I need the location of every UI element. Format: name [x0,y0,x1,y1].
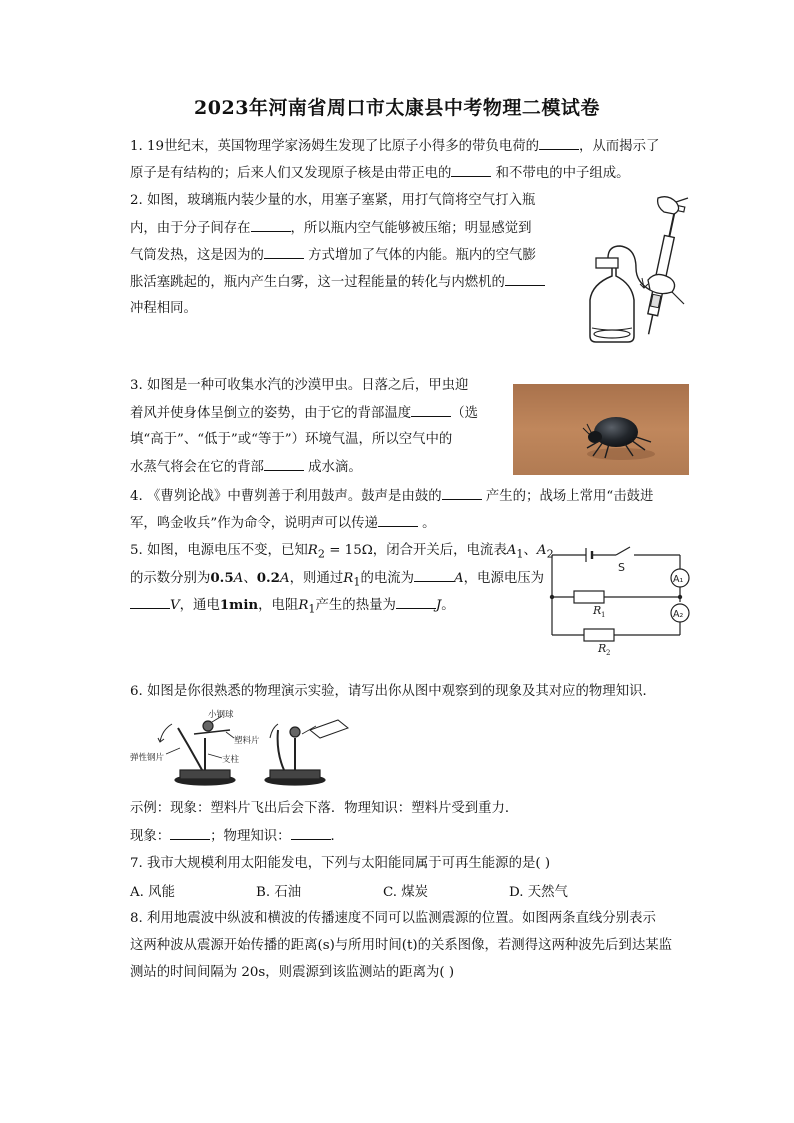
q5-text: 产生的热量为 [315,598,396,613]
q3-line3: 填“高于”、“低于”或“等于”）环境气温，所以空气中的 [130,432,453,447]
q6-line1: 6. 如图是你很熟悉的物理演示实验，请写出你从图中观察到的现象及其对应的物理知识． [130,684,656,699]
unit: A [233,571,244,586]
q5-text: 、 [243,571,257,586]
answer-blank[interactable] [396,595,436,609]
q2-text: 内，由于分子间存在 [130,221,251,236]
q6-answer-line [130,826,344,847]
answer-blank[interactable] [291,826,331,840]
answer-blank[interactable] [442,486,482,500]
r2-label: R [598,642,607,655]
inertia-experiment-figure [130,708,350,790]
resistor-subscript: 2 [317,547,325,561]
q2-text: 胀活塞跳起的，瓶内产生白雾，这一过程能量的转化与内燃机的 [130,275,505,290]
q5-text: 。 [441,598,455,613]
q4-text: 4. 《曹刿论战》中曹刿善于利用鼓声。鼓声是由鼓的 [130,489,442,504]
q3-line4 [130,457,362,478]
q1-text: 和不带电的中子组成。 [491,166,630,181]
q4-text: 。 [417,516,436,531]
resistor-subscript: 1 [308,602,316,616]
current-value: 0.5 [210,570,234,586]
resistor-symbol: R [307,543,318,558]
unit: V [170,598,180,613]
label-steel-ball: 小钢球 [208,710,234,720]
page-title: 2023年河南省周口市太康县中考物理二模试卷 [194,97,600,119]
q8-line2: 这两种波从震源开始传播的距离(s)与所用时间(t)的关系图像，若测得这两种波先后到达某监 [130,938,672,953]
q1-text: 1. 19世纪末，英国物理学家汤姆生发现了比原子小得多的带负电荷的 [130,139,540,154]
label-post: 支柱 [222,755,240,765]
time-value: 1min [219,597,259,613]
unit: A [454,571,464,586]
q5-text: = 15Ω，闭合开关后，电流表 [324,543,507,558]
q4-line1 [130,486,653,507]
answer-blank[interactable] [539,136,579,150]
r1-label: R [593,604,602,617]
unit: A [280,571,290,586]
q3-text: 成水滴。 [303,460,362,475]
q3-text: （选 [451,406,478,421]
q3-line1: 3. 如图是一种可收集水汽的沙漠甲虫。日落之后，甲虫迎 [130,378,469,393]
q1-text: 原子是有结构的；后来人们又发现原子核是由带正电的 [130,166,452,181]
ammeter1-label: A₁ [673,574,684,585]
q3-text: 着风并使身体呈倒立的姿势，由于它的背部温度 [130,406,412,421]
q2-text: 方式增加了气体的内能。瓶内的空气膨 [303,248,536,263]
ammeter2-label: A₂ [673,609,684,620]
q7-option-b[interactable]: B. 石油 [256,885,302,900]
q5-line3 [130,595,455,620]
ammeter-symbol: A [536,543,547,558]
q2-line3 [130,245,536,266]
resistor-symbol: R [343,571,354,586]
q1-line1 [130,136,659,157]
q7-stem: 7. 我市大规模利用太阳能发电，下列与太阳能同属于可再生能源的是( ) [130,856,551,871]
beetle-photo [513,384,689,475]
q2-line2 [130,218,532,239]
answer-blank[interactable] [251,218,291,232]
q4-text: 军，鸣金收兵”作为命令，说明声可以传递 [130,516,378,531]
answer-blank[interactable] [378,513,418,527]
q2-text: 气筒发热，这是因为的 [130,248,264,263]
switch-label: S [618,561,625,574]
q8-line1: 8. 利用地震波中纵波和横波的传播速度不同可以监测震源的位置。如图两条直线分别表示 [130,911,656,926]
q3-text: 水蒸气将会在它的背部 [130,460,264,475]
q5-text: 、 [523,543,537,558]
answer-blank[interactable] [411,403,451,417]
current-value: 0.2 [256,570,280,586]
q5-text: ，电源电压为 [463,571,545,586]
q2-text: ，所以瓶内空气能够被压缩；明显感觉到 [290,221,532,236]
q5-text: ，电阻 [258,598,299,613]
label-spring-steel: 弹性钢片 [130,753,165,763]
q7-option-d[interactable]: D. 天然气 [509,885,568,900]
ammeter-subscript: 2 [546,547,554,561]
q1-text: ，从而揭示了 [579,139,660,154]
q6-text: ；物理知识： [210,829,291,844]
q4-line2 [130,513,436,534]
q2-line5: 冲程相同。 [130,301,197,316]
q7-option-a[interactable]: A. 风能 [130,885,175,900]
q7-option-c[interactable]: C. 煤炭 [383,885,429,900]
q1-line2 [130,163,630,184]
q8-line3: 测站的时间间隔为 20s，则震源到该监测站的距离为( ) [130,965,455,980]
q5-line2 [130,568,544,593]
q6-text: 现象： [130,829,171,844]
ammeter-subscript: 1 [516,547,524,561]
q6-text: ． [330,829,344,844]
answer-blank[interactable] [170,826,210,840]
q2-line4 [130,272,545,293]
circuit-diagram [548,545,698,660]
q4-text: 产生的；战场上常用“击鼓进 [481,489,654,504]
answer-blank[interactable] [264,457,304,471]
q2-line1: 2. 如图，玻璃瓶内装少量的水，用塞子塞紧，用打气筒将空气打入瓶 [130,193,536,208]
answer-blank[interactable] [505,272,545,286]
resistor-subscript: 1 [353,575,361,589]
q5-text: 的电流为 [360,571,414,586]
q5-line1 [130,541,554,565]
answer-blank[interactable] [451,163,491,177]
label-plastic-sheet: 塑料片 [234,736,260,746]
q5-text: ，则通过 [289,571,344,586]
unit: J [435,598,442,613]
q3-line2 [130,403,478,424]
r1-label-sub: 1 [601,611,606,619]
bottle-pump-figure [578,196,693,348]
q5-text: 的示数分别为 [130,571,211,586]
q6-example: 示例：现象：塑料片飞出后会下落．物理知识：塑料片受到重力． [130,801,519,816]
r2-label-sub: 2 [606,649,611,657]
answer-blank[interactable] [414,568,454,582]
resistor-symbol: R [298,598,309,613]
q5-text: 5. 如图，电源电压不变，已知 [130,543,308,558]
answer-blank[interactable] [130,595,170,609]
q5-text: ，通电 [179,598,220,613]
ammeter-symbol: A [506,543,517,558]
answer-blank[interactable] [264,245,304,259]
